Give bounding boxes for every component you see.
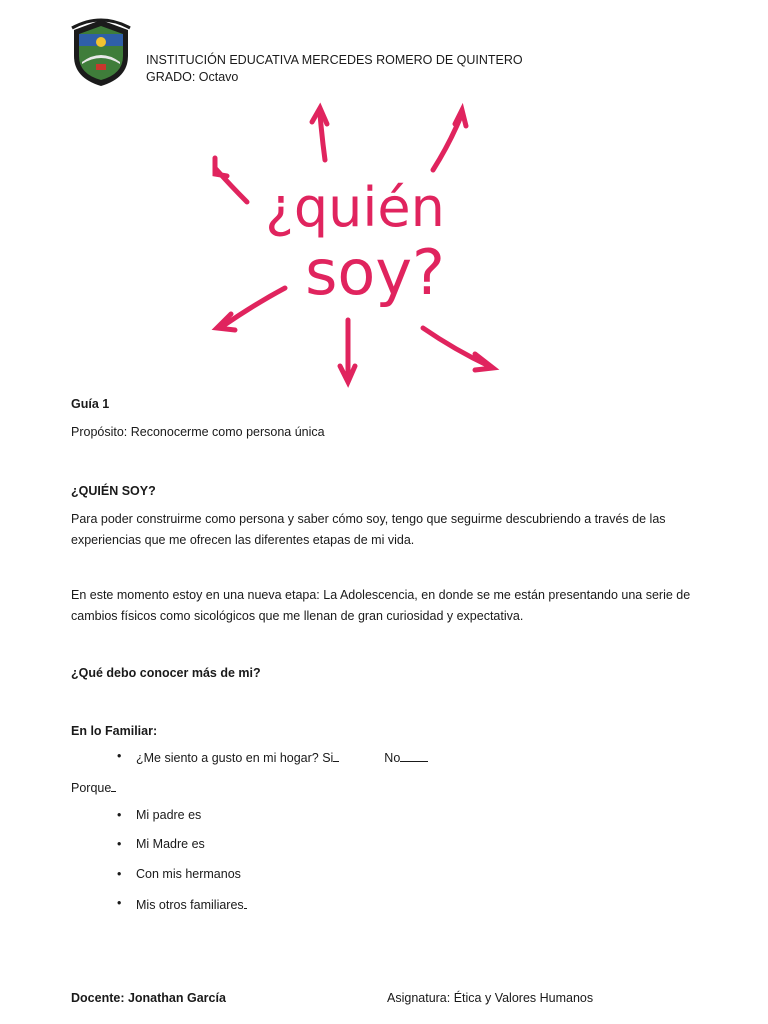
guide-purpose: Propósito: Reconocerme como persona única (71, 425, 325, 439)
question-heading: ¿Qué debo conocer más de mi? (71, 666, 261, 680)
teacher-label: Docente: Jonathan García (71, 991, 226, 1005)
question-hogar (136, 749, 428, 765)
bullet-marker: • (117, 837, 122, 851)
guide-title: Guía 1 (71, 397, 110, 411)
porque-blank[interactable] (111, 779, 116, 792)
list-item-hermanos: Con mis hermanos (136, 867, 241, 881)
quien-soy-drawing (205, 98, 505, 388)
quien-text: ¿quién (265, 176, 445, 239)
list-item-otros-text: Mis otros familiares (136, 898, 244, 912)
porque-label: Porque (71, 781, 112, 795)
no-blank[interactable] (400, 749, 428, 762)
grade-label: GRADO: Octavo (146, 70, 239, 84)
bullet-marker: • (117, 867, 122, 881)
document-header (146, 52, 523, 86)
paragraph-1: Para poder construirme como persona y saber cómo soy, tengo que seguirme descubriendo a través de las experiencias que me ofrecen las diferentes etapas de mi vida. (71, 512, 666, 547)
paragraph-2: En este momento estoy en una nueva etapa: La Adolescencia, en donde se me están presentando una serie de cambios físicos como sicológicos que me llenan de gran curiosidad y expectativa. (71, 588, 691, 623)
arrowhead-left (215, 158, 227, 176)
question-hogar-text: ¿Me siento a gusto en mi hogar? Si (136, 751, 334, 765)
subject-label: Asignatura: Ética y Valores Humanos (387, 991, 594, 1005)
no-label: No (384, 751, 401, 765)
bullet-marker: • (117, 896, 122, 910)
bullet-marker: • (117, 808, 122, 822)
list-item-padre: Mi padre es (136, 808, 202, 822)
porque-field (71, 778, 116, 798)
bullet-marker: • (117, 749, 122, 763)
si-blank[interactable] (333, 749, 339, 762)
arrow-down-left (223, 288, 285, 326)
familiar-heading: En lo Familiar: (71, 724, 158, 738)
section-heading: ¿QUIÉN SOY? (71, 484, 156, 498)
list-item-otros-familiares (136, 896, 247, 912)
list-item-madre: Mi Madre es (136, 837, 205, 851)
soy-text: soy? (305, 236, 445, 309)
institution-name: INSTITUCIÓN EDUCATIVA MERCEDES ROMERO DE QUINTERO (146, 53, 523, 67)
otros-blank[interactable] (244, 896, 247, 909)
school-crest-logo (70, 18, 132, 88)
